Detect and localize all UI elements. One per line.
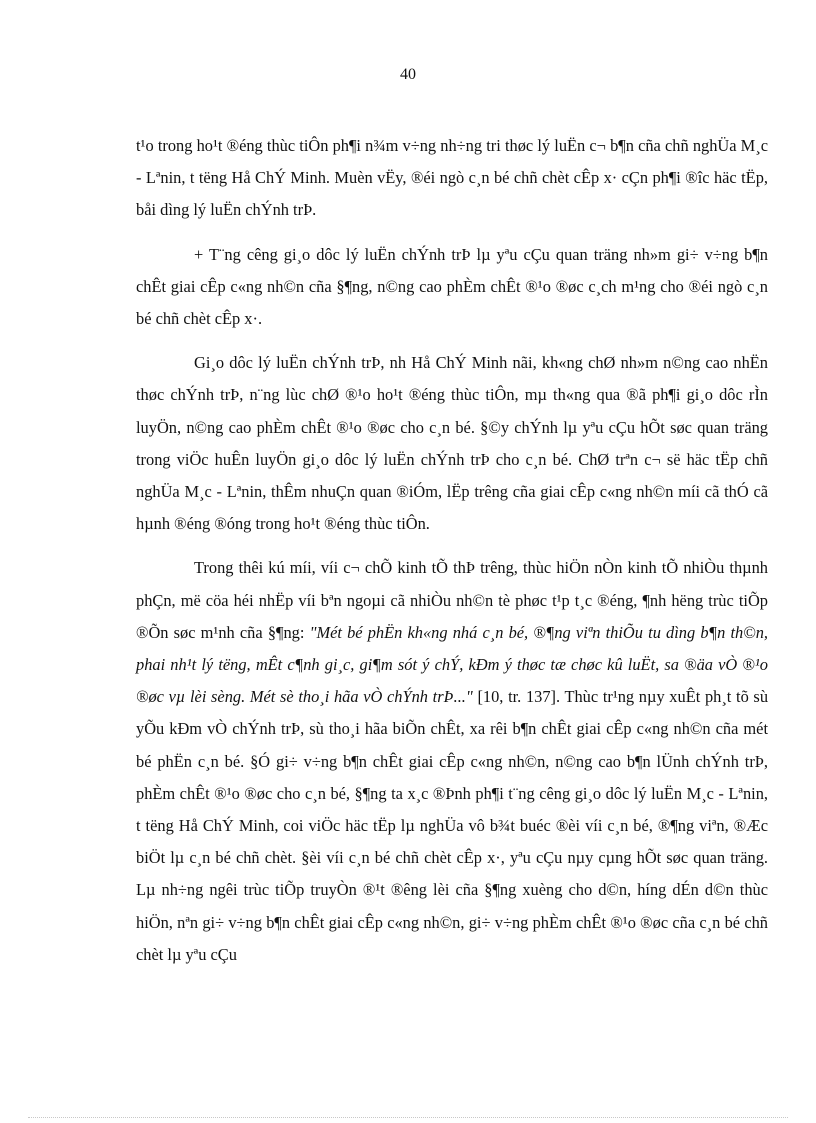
page-bottom-rule — [28, 1117, 788, 1118]
paragraph-text: Gi¸o dôc lý luËn chÝnh trÞ, nh Hå ChÝ Minh nãi, kh«ng chØ nh»m n©ng cao nhËn thøc chÝnh trÞ, n¨ng lùc chØ ®¹o ho¹t ®éng thùc tiÔn, mµ th«ng qua ®ã ph¶i gi¸o dôc rÌn luyÖn, n©ng cao phÈm chÊt ®¹o ®øc cho c¸n bé. §©y chÝnh lµ yªu cÇu hÕt søc quan träng trong viÖc huÊn luyÖn gi¸o dôc lý luËn chÝnh trÞ cho c¸n bé. ChØ trªn c¬ së häc tËp chñ nghÜa M¸c - Lªnin, thÊm nhuÇn quan ®iÓm, lËp trêng cña giai cÊp c«ng nh©n míi cã thÓ cã hµnh ®éng ®óng trong ho¹t ®éng thùc tiÔn. — [136, 353, 768, 534]
page-number: 40 — [400, 66, 416, 83]
paragraph-text: [10, tr. 137]. Thùc tr¹ng nµy xuÊt ph¸t tõ sù yÕu kÐm vÒ chÝnh trÞ, sù tho¸i hãa biÕn chÊt, xa rêi b¶n chÊt giai cÊp c«ng nh©n cña mét bé phËn c¸n bé. §Ó gi÷ v÷ng b¶n chÊt giai cÊp c«ng nh©n, n©ng cao b¶n lÜnh chÝnh trÞ, phÈm chÊt ®¹o ®øc cho c¸n bé, §¶ng ta x¸c ®Þnh ph¶i t¨ng cêng gi¸o dôc lý luËn M¸c - Lªnin, t tëng Hå ChÝ Minh, coi viÖc häc tËp lµ nghÜa vô b¾t buéc ®èi víi c¸n bé, ®¶ng viªn, ®Æc biÖt lµ c¸n bé chñ chèt. §èi víi c¸n bé chñ chèt cÊp x·, yªu cÇu nµy cµng hÕt søc quan träng. Lµ nh÷ng ngêi trùc tiÕp truyÒn ®¹t ®êng lèi cña §¶ng xuèng cho d©n, híng dÉn d©n thùc hiÖn, nªn gi÷ v÷ng b¶n chÊt giai cÊp c«ng nh©n, gi÷ v÷ng phÈm chÊt ®¹o ®øc cña c¸n bé chñ chèt lµ yªu cÇu — [136, 687, 769, 964]
paragraph-text: Trong thêi kú míi, víi c¬ chÕ kinh tÕ thÞ trêng, thùc hiÖn nÒn kinh tÕ nhiÒu thµnh phÇn, më cöa héi nhËp víi bªn ngoµi cã nhiÒu nh©n tè phøc t¹p t¸c ®éng, ¶nh hëng trùc tiÕp ®Õn søc m¹nh cña §¶ng: — [136, 558, 768, 642]
quotation-text: "Mét bé phËn kh«ng nhá c¸n bé, ®¶ng viªn thiÕu tu dìng b¶n th©n, phai nh¹t lý tëng, mÊt c¶nh gi¸c, gi¶m sót ý chÝ, kÐm ý thøc tæ chøc kû luËt, sa ®äa vÒ ®¹o ®øc vµ lèi sèng. Mét sè tho¸i hãa vÒ chÝnh trÞ..." — [136, 622, 768, 707]
paragraph-text: + T¨ng cêng gi¸o dôc lý luËn chÝnh trÞ lµ yªu cÇu quan träng nh»m gi÷ v÷ng b¶n chÊt giai cÊp c«ng nh©n cña §¶ng, n©ng cao phÈm chÊt ®¹o ®øc c¸ch m¹ng cho ®éi ngò c¸n bé chñ chèt cÊp x·. — [136, 244, 768, 329]
body-text — [136, 130, 768, 983]
paragraph-p3 — [136, 347, 768, 540]
paragraph-text: t¹o trong ho¹t ®éng thùc tiÔn ph¶i n¾m v÷ng nh÷ng tri thøc lý luËn c¬ b¶n cña chñ nghÜa M¸c - Lªnin, t tëng Hå ChÝ Minh. Muèn vËy, ®éi ngò c¸n bé chñ chèt cÊp x· cÇn ph¶i ®îc häc tËp, båi dìng lý luËn chÝnh trÞ. — [136, 136, 768, 220]
paragraph-p4 — [136, 552, 768, 971]
paragraph-p1 — [136, 130, 768, 227]
paragraph-p2 — [136, 239, 768, 336]
